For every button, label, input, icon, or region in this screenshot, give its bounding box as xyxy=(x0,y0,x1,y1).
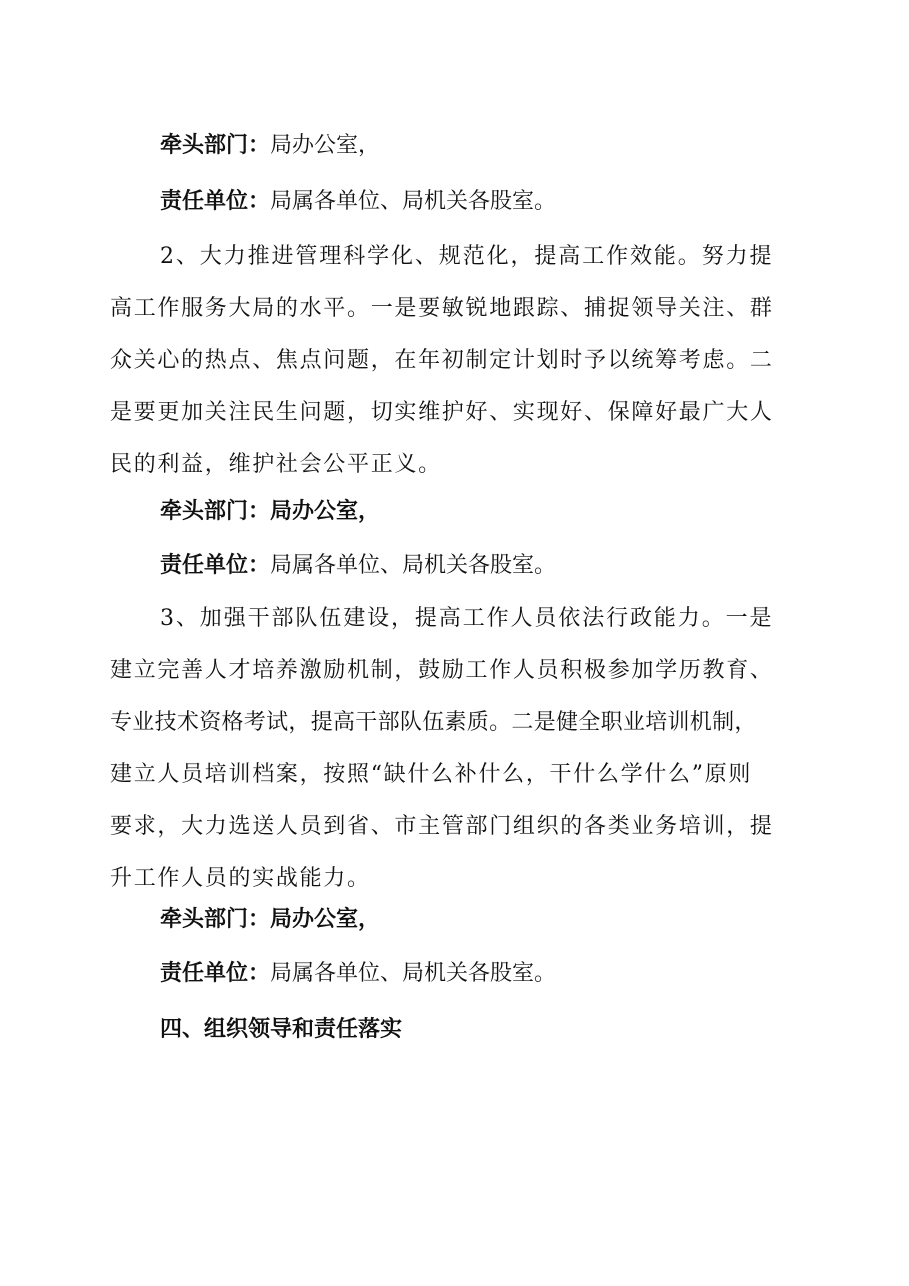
paragraph-line: 高工作服务大局的水平。一是要敏锐地跟踪、捕捉领导关注、群 xyxy=(110,296,774,321)
paragraph-line: 建立人员培训档案，按照“缺什么补什么，干什么学什么”原则 xyxy=(110,762,753,787)
responsible-unit-line xyxy=(160,960,556,987)
responsible-unit-label: 责任单位： xyxy=(160,188,271,214)
responsible-unit-value: 局属各单位、局机关各股室。 xyxy=(270,189,557,214)
lead-department-line xyxy=(160,132,380,159)
responsible-unit-label: 责任单位： xyxy=(160,960,271,986)
paragraph-line: 3、加强干部队伍建设，提高工作人员依法行政能力。一是 xyxy=(160,606,774,631)
paragraph-line: 众关心的热点、焦点问题，在年初制定计划时予以统筹考虑。二 xyxy=(110,348,774,373)
lead-department-line: 牵头部门：局办公室， xyxy=(160,498,381,524)
paragraph-line: 民的利益，维护社会公平正义。 xyxy=(110,452,442,477)
responsible-unit-value: 局属各单位、局机关各股室。 xyxy=(270,553,557,578)
section-heading: 四、组织领导和责任落实 xyxy=(160,1016,403,1042)
paragraph-line: 专业技术资格考试，提高干部队伍素质。二是健全职业培训机制， xyxy=(110,710,757,735)
responsible-unit-label: 责任单位： xyxy=(160,552,271,578)
paragraph-line: 建立完善人才培养激励机制，鼓励工作人员积极参加学历教育、 xyxy=(110,658,774,683)
responsible-unit-line xyxy=(160,552,556,579)
lead-department-line: 牵头部门：局办公室， xyxy=(160,906,381,932)
lead-department-value: 局办公室， xyxy=(270,133,381,158)
paragraph-line: 是要更加关注民生问题，切实维护好、实现好、保障好最广大人 xyxy=(110,400,774,425)
responsible-unit-value: 局属各单位、局机关各股室。 xyxy=(270,961,557,986)
paragraph-line: 要求，大力选送人员到省、市主管部门组织的各类业务培训，提 xyxy=(110,814,774,839)
paragraph-line: 升工作人员的实战能力。 xyxy=(110,866,371,891)
paragraph-line: 2、大力推进管理科学化、规范化，提高工作效能。努力提 xyxy=(160,244,774,269)
lead-department-label: 牵头部门： xyxy=(160,132,271,158)
responsible-unit-line xyxy=(160,188,556,215)
